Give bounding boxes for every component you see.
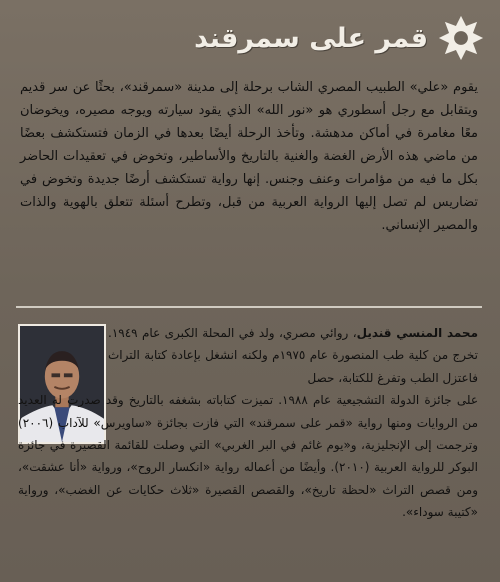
header [194,14,484,62]
divider [16,306,482,308]
synopsis-paragraph: يقوم «علي» الطبيب المصري الشاب برحلة إلى مدينة «سمرقند»، بحثًا عن سر قديم ويتقابل مع رجل أسطوري هو «نور الله» الذي يقود سيارته ويوجه مصيره، ويخوضان معًا مغامرة في أماكن مدهشة. وتأخذ الرحلة أيضًا بعدها في الزمان فتستكشف بعضًا من ماضي هذه الأرض الغضة والغنية بالتاريخ والأساطير، وتخوض في تعقيدات الحاضر بكل ما فيه من مؤامرات وعنف وجنس. إنها رواية تستكشف أرضًا جديدة وتخوض في تضاريس لم تصل إليها الرواية العربية من قبل، وتطرح أسئلة تتعلق بالهوية والذات والمصير الإنساني. [20,80,478,233]
author-bio-intro: ، روائي مصري، ولد في المحلة الكبرى عام ١٩٤٩. تخرج من كلية طب المنصورة عام ١٩٧٥م ولكنه انشغل بإعادة كتابة التراث فاعتزل الطب وتفرغ للكتابة، حصل [108,326,478,385]
page-title: قمر على سمرقند [194,22,428,54]
author-name: محمد المنسي قنديل [356,326,478,340]
author-bio-rest: على جائزة الدولة التشجيعية عام ١٩٨٨. تميزت كتاباته بشغفه بالتاريخ وقد صدرت له العديد من الروايات ومنها رواية «قمر على سمرقند» التي فازت بجائزة «ساويرس» للآداب (٢٠٠٦) وترجمت إلى الإنجليزية، و«يوم غائم في البر الغربي» التي وصلت للقائمة القصيرة في جائزة البوكر للرواية العربية (٢٠١٠). وأيضًا من أعماله رواية «انكسار الروح»، ورواية «أنا عشقت»، ومن قصص التراث «لحظة تاريخ»، والقصص القصيرة «ثلاث حكايات عن الغضب»، ورواية «كتيبة سوداء». [18,393,478,520]
author-bio [18,322,478,524]
star-icon [438,15,484,61]
